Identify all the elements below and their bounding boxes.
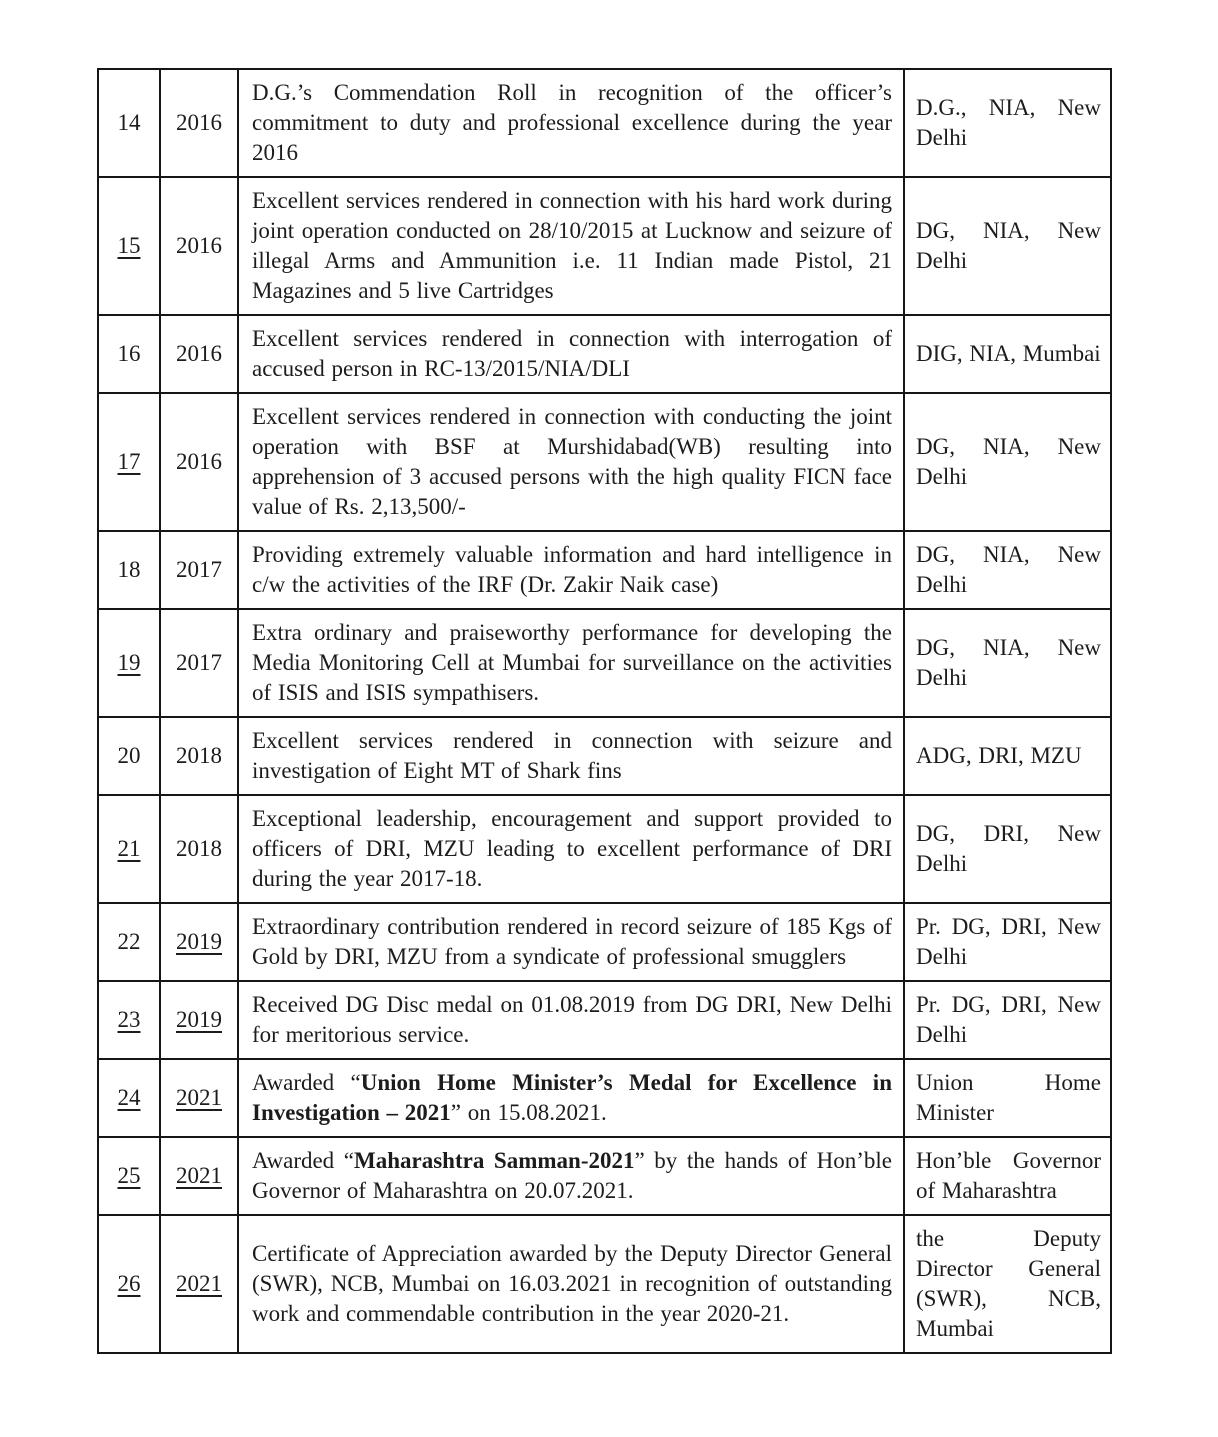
awarded-by-text: DIG, NIA, Mumbai xyxy=(916,341,1101,366)
serial-number: 24 xyxy=(117,1085,141,1110)
description-text: Excellent services rendered in connection with seizure and investigation of Eight MT of Shark fins xyxy=(252,728,892,783)
serial-number: 15 xyxy=(117,233,141,258)
cell-awarded-by xyxy=(904,315,1111,393)
awarded-by-text: D.G., NIA, New Delhi xyxy=(916,95,1101,150)
table-row xyxy=(98,717,1111,795)
cell-year xyxy=(160,393,238,531)
year: 2018 xyxy=(176,743,222,768)
awarded-by-text: ADG, DRI, MZU xyxy=(916,743,1082,768)
serial-number: 23 xyxy=(117,1007,141,1032)
serial-number: 14 xyxy=(117,110,141,135)
cell-year xyxy=(160,717,238,795)
cell-serial-number xyxy=(98,69,160,177)
description-text: Exceptional leadership, encouragement and support provided to officers of DRI, MZU leading to excellent performance of DRI during the year 2017-18. xyxy=(252,806,892,891)
table-row xyxy=(98,1215,1111,1353)
awarded-by-text: DG, DRI, New Delhi xyxy=(916,821,1101,876)
cell-year xyxy=(160,177,238,315)
year: 2019 xyxy=(176,929,222,954)
serial-number: 19 xyxy=(117,650,141,675)
year: 2016 xyxy=(176,110,222,135)
year: 2016 xyxy=(176,233,222,258)
table-row xyxy=(98,795,1111,903)
cell-description xyxy=(238,795,904,903)
cell-description xyxy=(238,315,904,393)
awards-table-body xyxy=(98,69,1111,1353)
awarded-by-text: the Deputy Director General (SWR), NCB, Mumbai xyxy=(916,1226,1101,1341)
cell-year xyxy=(160,981,238,1059)
cell-description xyxy=(238,69,904,177)
table-row xyxy=(98,609,1111,717)
cell-serial-number xyxy=(98,981,160,1059)
cell-description xyxy=(238,393,904,531)
year: 2021 xyxy=(176,1085,222,1110)
table-row xyxy=(98,315,1111,393)
table-row xyxy=(98,531,1111,609)
cell-description xyxy=(238,1059,904,1137)
cell-serial-number xyxy=(98,717,160,795)
awarded-by-text: Pr. DG, DRI, New Delhi xyxy=(916,914,1101,969)
cell-serial-number xyxy=(98,177,160,315)
serial-number: 22 xyxy=(117,929,141,954)
cell-awarded-by xyxy=(904,981,1111,1059)
cell-serial-number xyxy=(98,531,160,609)
description-text: Extra ordinary and praiseworthy performance for developing the Media Monitoring Cell at Mumbai for surveillance on the activities of ISIS and ISIS sympathisers. xyxy=(252,620,892,705)
description-text: Awarded “Union Home Minister’s Medal for Excellence in Investigation – 2021” on 15.08.2021. xyxy=(252,1070,892,1125)
awards-table xyxy=(97,68,1112,1354)
table-row xyxy=(98,177,1111,315)
cell-year xyxy=(160,531,238,609)
awarded-by-text: DG, NIA, New Delhi xyxy=(916,542,1101,597)
cell-awarded-by xyxy=(904,393,1111,531)
cell-awarded-by xyxy=(904,795,1111,903)
awarded-by-text: Pr. DG, DRI, New Delhi xyxy=(916,992,1101,1047)
serial-number: 25 xyxy=(117,1163,141,1188)
cell-awarded-by xyxy=(904,1215,1111,1353)
awarded-by-text: Union Home Minister xyxy=(916,1070,1101,1125)
cell-description xyxy=(238,903,904,981)
cell-awarded-by xyxy=(904,1059,1111,1137)
cell-serial-number xyxy=(98,315,160,393)
awarded-by-text: Hon’ble Governor of Maharashtra xyxy=(916,1148,1101,1203)
cell-description xyxy=(238,981,904,1059)
cell-description xyxy=(238,1215,904,1353)
year: 2021 xyxy=(176,1163,222,1188)
awarded-by-text: DG, NIA, New Delhi xyxy=(916,434,1101,489)
description-text: D.G.’s Commendation Roll in recognition of the officer’s commitment to duty and professional excellence during the year 2016 xyxy=(252,80,892,165)
serial-number: 20 xyxy=(117,743,141,768)
year: 2016 xyxy=(176,449,222,474)
cell-awarded-by xyxy=(904,609,1111,717)
cell-awarded-by xyxy=(904,69,1111,177)
awarded-by-text: DG, NIA, New Delhi xyxy=(916,635,1101,690)
awarded-by-text: DG, NIA, New Delhi xyxy=(916,218,1101,273)
cell-serial-number xyxy=(98,1059,160,1137)
cell-year xyxy=(160,315,238,393)
description-text: Extraordinary contribution rendered in record seizure of 185 Kgs of Gold by DRI, MZU from a syndicate of professional smugglers xyxy=(252,914,892,969)
cell-year xyxy=(160,795,238,903)
table-row xyxy=(98,69,1111,177)
description-text: Providing extremely valuable information and hard intelligence in c/w the activities of the IRF (Dr. Zakir Naik case) xyxy=(252,542,892,597)
year: 2016 xyxy=(176,341,222,366)
cell-awarded-by xyxy=(904,531,1111,609)
table-row xyxy=(98,981,1111,1059)
cell-awarded-by xyxy=(904,177,1111,315)
description-text: Awarded “Maharashtra Samman-2021” by the hands of Hon’ble Governor of Maharashtra on 20.07.2021. xyxy=(252,1148,892,1203)
cell-serial-number xyxy=(98,609,160,717)
cell-year xyxy=(160,1215,238,1353)
description-text: Excellent services rendered in connection with conducting the joint operation with BSF at Murshidabad(WB) resulting into apprehension of 3 accused persons with the high quality FICN face value of Rs. 2,13,500/- xyxy=(252,404,892,519)
serial-number: 18 xyxy=(117,557,141,582)
cell-serial-number xyxy=(98,903,160,981)
cell-serial-number xyxy=(98,393,160,531)
cell-awarded-by xyxy=(904,717,1111,795)
cell-year xyxy=(160,1059,238,1137)
cell-serial-number xyxy=(98,1215,160,1353)
description-text: Excellent services rendered in connection with his hard work during joint operation conducted on 28/10/2015 at Lucknow and seizure of illegal Arms and Ammunition i.e. 11 Indian made Pistol, 21 Magazines and 5 live Cartridges xyxy=(252,188,892,303)
table-row xyxy=(98,393,1111,531)
description-text: Excellent services rendered in connection with interrogation of accused person in RC-13/2015/NIA/DLI xyxy=(252,326,892,381)
year: 2018 xyxy=(176,836,222,861)
cell-description xyxy=(238,609,904,717)
cell-year xyxy=(160,1137,238,1215)
table-row xyxy=(98,1137,1111,1215)
year: 2017 xyxy=(176,557,222,582)
year: 2017 xyxy=(176,650,222,675)
cell-year xyxy=(160,903,238,981)
serial-number: 21 xyxy=(117,836,141,861)
cell-description xyxy=(238,177,904,315)
cell-description xyxy=(238,1137,904,1215)
cell-description xyxy=(238,717,904,795)
serial-number: 16 xyxy=(117,341,141,366)
cell-serial-number xyxy=(98,795,160,903)
serial-number: 17 xyxy=(117,449,141,474)
year: 2019 xyxy=(176,1007,222,1032)
cell-description xyxy=(238,531,904,609)
cell-serial-number xyxy=(98,1137,160,1215)
cell-awarded-by xyxy=(904,1137,1111,1215)
cell-year xyxy=(160,69,238,177)
year: 2021 xyxy=(176,1271,222,1296)
serial-number: 26 xyxy=(117,1271,141,1296)
description-text: Received DG Disc medal on 01.08.2019 from DG DRI, New Delhi for meritorious service. xyxy=(252,992,892,1047)
table-row xyxy=(98,903,1111,981)
cell-year xyxy=(160,609,238,717)
description-text: Certificate of Appreciation awarded by the Deputy Director General (SWR), NCB, Mumbai on 16.03.2021 in recognition of outstanding work and commendable contribution in the year 2020-21. xyxy=(252,1241,892,1326)
table-row xyxy=(98,1059,1111,1137)
cell-awarded-by xyxy=(904,903,1111,981)
